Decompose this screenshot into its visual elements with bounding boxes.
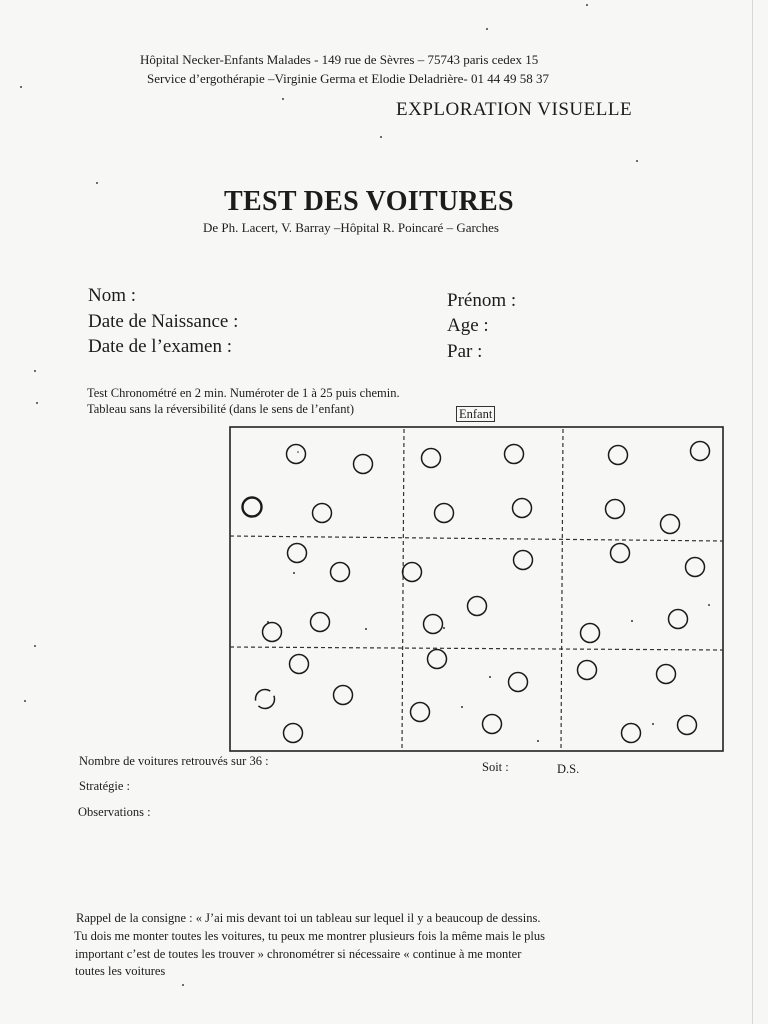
grid-divider-h2 — [230, 647, 723, 650]
circle-target — [483, 715, 502, 734]
page-title: TEST DES VOITURES — [224, 186, 514, 217]
grid-speck — [443, 627, 445, 629]
field-date-naissance: Date de Naissance : — [88, 311, 239, 332]
circle-target — [609, 446, 628, 465]
circle-target — [611, 544, 630, 563]
observations-label: Observations : — [78, 805, 151, 819]
field-prenom: Prénom : — [447, 290, 517, 311]
grid-speck — [267, 621, 269, 623]
circle-targets — [243, 442, 710, 743]
subtitle-authors: De Ph. Lacert, V. Barray –Hôpital R. Poincaré – Garches — [203, 220, 499, 235]
circle-target — [435, 504, 454, 523]
circle-target — [411, 703, 430, 722]
grid-specks — [267, 451, 654, 742]
scan-speck — [486, 28, 488, 30]
grid-border — [230, 427, 723, 751]
circle-target — [581, 624, 600, 643]
circle-target — [505, 445, 524, 464]
reminder-line-2: Tu dois me monter toutes les voitures, tu peux me montrer plusieurs fois la même mais le plus — [74, 929, 546, 943]
page-edge-line — [752, 0, 753, 1024]
circle-target — [403, 563, 422, 582]
grid-speck — [293, 572, 295, 574]
grid-divider-v2 — [561, 429, 563, 749]
circle-target — [606, 500, 625, 519]
instruction-timed: Test Chronométré en 2 min. Numéroter de 1 à 25 puis chemin. — [87, 386, 400, 400]
field-nom: Nom : — [88, 285, 137, 306]
grid-speck — [489, 676, 491, 678]
grid-speck — [461, 706, 463, 708]
scan-speck — [36, 402, 38, 404]
scan-speck — [34, 370, 36, 372]
soit-label: Soit : — [482, 760, 509, 774]
grid-divider-h1 — [230, 536, 723, 541]
circle-target — [422, 449, 441, 468]
circle-target — [354, 455, 373, 474]
circle-target — [284, 724, 303, 743]
grid-speck — [365, 628, 367, 630]
circle-target — [669, 610, 688, 629]
circle-target — [424, 615, 443, 634]
circle-target — [263, 623, 282, 642]
circle-target — [428, 650, 447, 669]
service-contact: Service d’ergothérapie –Virginie Germa et Elodie Deladrière- 01 44 49 58 37 — [147, 71, 549, 86]
circle-target — [678, 716, 697, 735]
enfant-label-box: Enfant — [456, 406, 495, 422]
scan-speck — [96, 182, 98, 184]
circle-target — [313, 504, 332, 523]
scan-speck — [282, 98, 284, 100]
grid-divider-v1 — [402, 429, 404, 749]
grid-speck — [652, 723, 654, 725]
circle-target — [686, 558, 705, 577]
circle-target — [622, 724, 641, 743]
scan-speck — [586, 4, 588, 6]
visual-test-grid — [228, 423, 728, 755]
circle-target — [513, 499, 532, 518]
scan-speck — [182, 984, 184, 986]
strategie-label: Stratégie : — [79, 779, 131, 793]
circle-target — [311, 613, 330, 632]
hospital-address: Hôpital Necker-Enfants Malades - 149 rue de Sèvres – 75743 paris cedex 15 — [140, 52, 539, 67]
grid-speck — [297, 451, 299, 453]
grid-speck — [631, 620, 633, 622]
circle-target — [578, 661, 597, 680]
circle-target — [334, 686, 353, 705]
circle-target — [657, 665, 676, 684]
circle-target — [290, 655, 309, 674]
circle-target — [331, 563, 350, 582]
field-date-examen: Date de l’examen : — [88, 336, 233, 357]
reminder-line-3: important c’est de toutes les trouver » chronométrer si nécessaire « continue à me monter — [75, 947, 522, 961]
circle-target — [514, 551, 533, 570]
section-title: EXPLORATION VISUELLE — [396, 99, 633, 120]
scan-speck — [34, 645, 36, 647]
circle-target — [661, 515, 680, 534]
scan-speck — [708, 604, 710, 606]
circle-target — [288, 544, 307, 563]
reminder-line-4: toutes les voitures — [75, 964, 166, 978]
reminder-line-1: Rappel de la consigne : « J’ai mis devant toi un tableau sur lequel il y a beaucoup de dessins. — [76, 911, 541, 925]
circle-target — [691, 442, 710, 461]
circle-target — [287, 445, 306, 464]
ds-label: D.S. — [557, 762, 580, 776]
scan-speck — [380, 136, 382, 138]
instruction-table: Tableau sans la réversibilité (dans le sens de l’enfant) — [87, 402, 355, 416]
scan-speck — [20, 86, 22, 88]
circle-target — [468, 597, 487, 616]
field-age: Age : — [447, 315, 489, 336]
scan-speck — [24, 700, 26, 702]
circle-target — [509, 673, 528, 692]
circle-target — [256, 690, 275, 709]
grid-speck — [537, 740, 539, 742]
cars-found-label: Nombre de voitures retrouvés sur 36 : — [79, 754, 269, 768]
circle-target — [243, 498, 262, 517]
scan-speck — [636, 160, 638, 162]
field-par: Par : — [447, 341, 483, 362]
